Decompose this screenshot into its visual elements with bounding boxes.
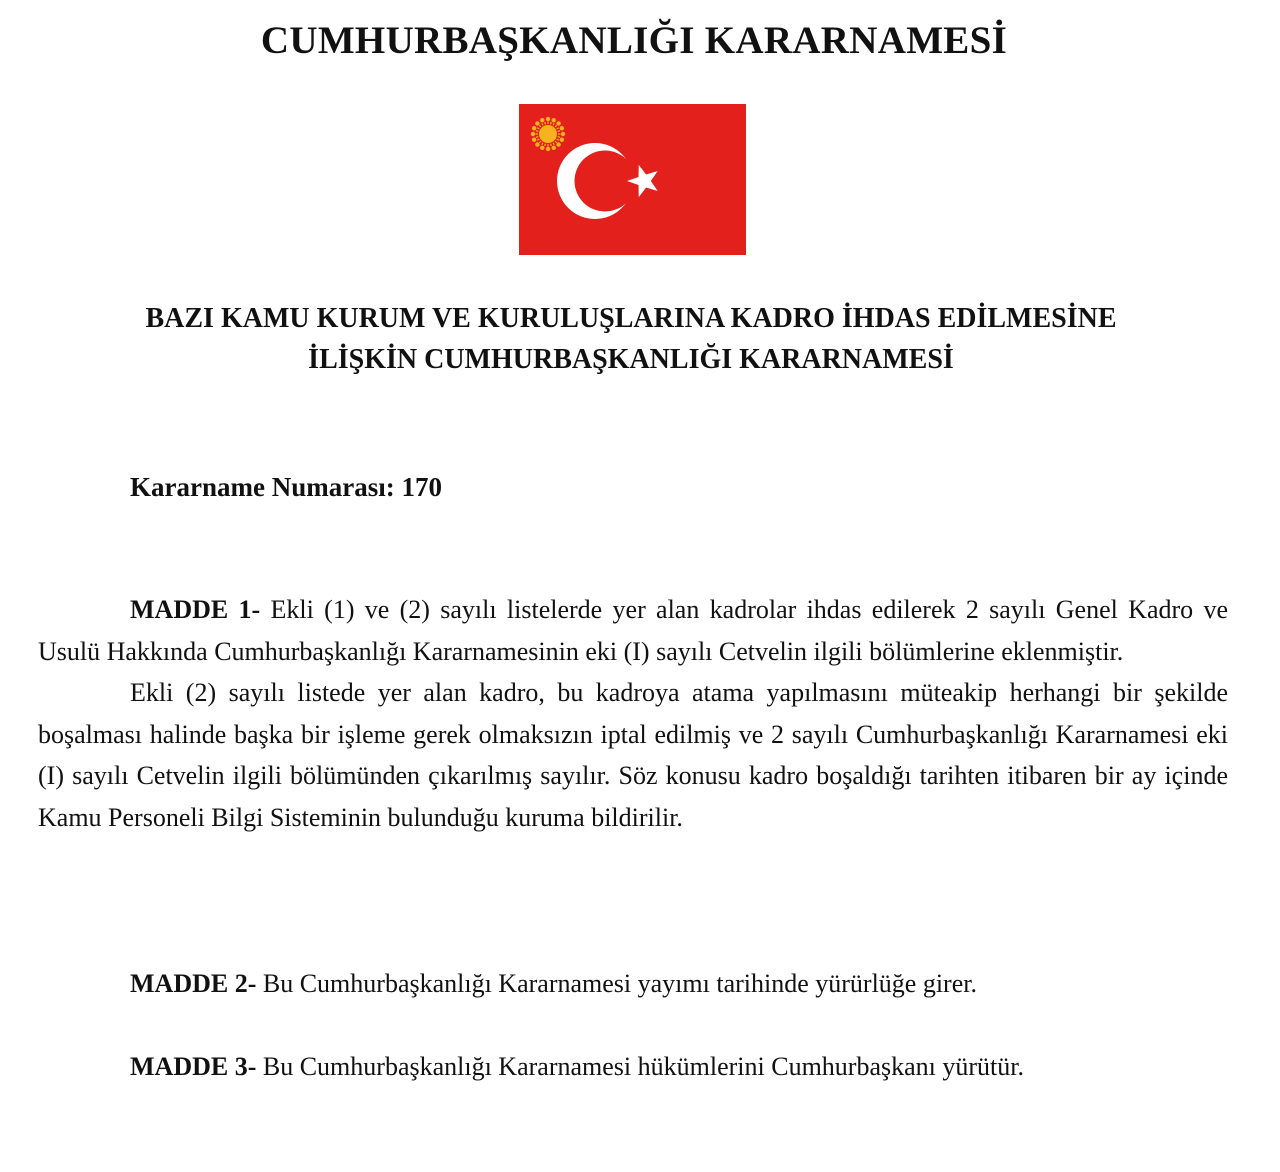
- article-1-label: MADDE 1-: [130, 595, 261, 624]
- sun-ray: [551, 122, 552, 124]
- sun-ray-star: [560, 126, 564, 130]
- sun-ray-star: [556, 142, 560, 146]
- sun-ray: [558, 137, 560, 138]
- sun-ray: [545, 144, 546, 146]
- sun-ray-star: [556, 121, 560, 125]
- sun-ray-star: [532, 126, 536, 130]
- sun-ray-star: [560, 138, 564, 142]
- sun-ray-star: [546, 117, 550, 121]
- article-3-text-1: Bu Cumhurbaşkanlığı Kararnamesi hükümlerini Cumhurbaşkanı yürütür.: [262, 1052, 1024, 1081]
- article-2: [38, 963, 1228, 1005]
- article-3: [38, 1046, 1228, 1088]
- decree-number: [130, 472, 442, 503]
- crescent-inner: [575, 151, 636, 212]
- sun-ray-star: [540, 118, 544, 122]
- sun-ray: [536, 137, 538, 138]
- sun-ray: [551, 144, 552, 146]
- sun-emblem-icon: [531, 117, 565, 151]
- article-1-paragraph-1: [38, 589, 1228, 672]
- sun-ray: [545, 122, 546, 124]
- article-3-label: MADDE 3-: [130, 1052, 257, 1081]
- sun-ray-star: [535, 142, 539, 146]
- sun-ray: [558, 131, 560, 132]
- sun-ray-star: [535, 121, 539, 125]
- document-title: CUMHURBAŞKANLIĞI KARARNAMESİ: [260, 19, 1008, 62]
- sun-core: [539, 125, 557, 143]
- article-1-text-2: Ekli (2) sayılı listede yer alan kadro, bu kadroya atama yapılmasını müteakip herhangi bir şekilde boşalması halinde başka bir işleme gerek olmaksızın iptal edilmiş ve 2 sayılı Cumhurbaşkanlığı Kararnamesi eki (I) sayılı Cetvelin ilgili bölümünden çıkarılmış sayılır. Söz konusu kadro boşaldığı tarihten itibaren bir ay içinde Kamu Personeli Bilgi Sisteminin bulunduğu kuruma bildirilir.: [38, 678, 1228, 832]
- article-1: [38, 589, 1228, 838]
- sun-ray-star: [552, 118, 556, 122]
- article-3-paragraph-1: [38, 1046, 1228, 1088]
- document-subtitle: [0, 298, 1262, 380]
- decree-number-label: Kararname Numarası:: [130, 472, 395, 502]
- article-2-label: MADDE 2-: [130, 969, 257, 998]
- article-1-text-1: Ekli (1) ve (2) sayılı listelerde yer alan kadrolar ihdas edilerek 2 sayılı Genel Kadro ve Usulü Hakkında Cumhurbaşkanlığı Kararnamesinin eki (I) sayılı Cetvelin ilgili bölümlerine eklenmiştir.: [38, 595, 1229, 666]
- sun-ray-star: [540, 146, 544, 150]
- subtitle-line-1: BAZI KAMU KURUM VE KURULUŞLARINA KADRO İHDAS EDİLMESİNE: [145, 303, 1117, 334]
- sun-ray: [536, 131, 538, 132]
- article-2-paragraph-1: [38, 963, 1228, 1005]
- sun-ray-star: [552, 146, 556, 150]
- article-1-paragraph-2: [38, 672, 1228, 838]
- subtitle-line-2: İLİŞKİN CUMHURBAŞKANLIĞI KARARNAMESİ: [308, 344, 954, 375]
- sun-ray-star: [561, 132, 565, 136]
- sun-ray-star: [531, 132, 535, 136]
- article-2-text-1: Bu Cumhurbaşkanlığı Kararnamesi yayımı tarihinde yürürlüğe girer.: [262, 969, 977, 998]
- turkish-presidential-flag-icon: [519, 104, 746, 255]
- sun-ray-star: [546, 147, 550, 151]
- decree-number-value: 170: [401, 472, 442, 502]
- sun-ray-star: [532, 138, 536, 142]
